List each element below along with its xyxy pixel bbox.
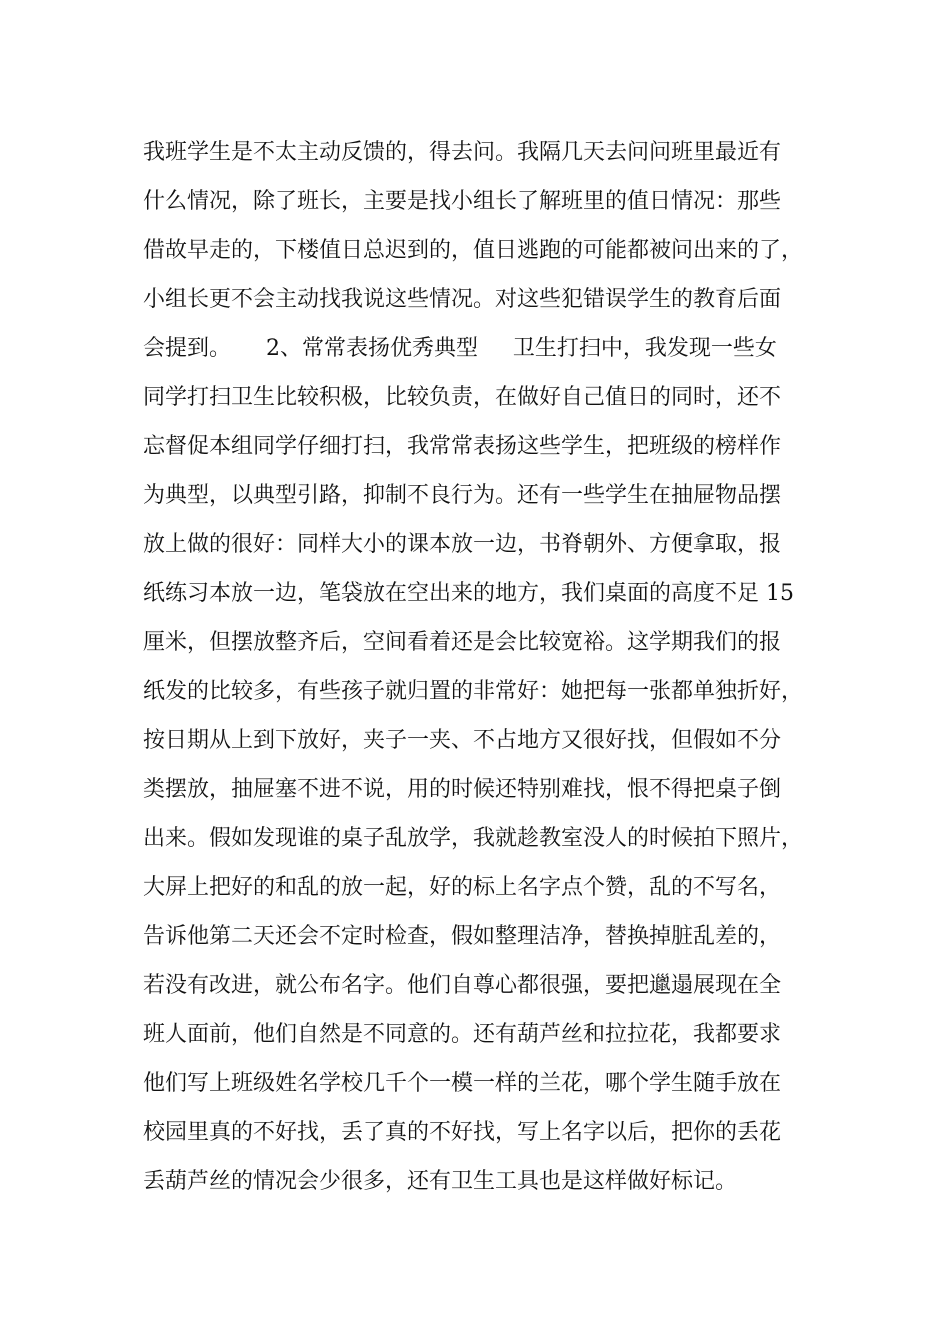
text-line: 借故早走的，下楼值日总迟到的，值日逃跑的可能都被问出来的了， xyxy=(143,238,804,263)
text-line: 我班学生是不太主动反馈的，得去问。我隔几天去问问班里最近有 xyxy=(143,140,782,165)
text-line: 出来。假如发现谁的桌子乱放学，我就趁教室没人的时候拍下照片， xyxy=(143,826,804,851)
text-line: 会提到。 2、常常表扬优秀典型 卫生打扫中，我发现一些女 xyxy=(143,336,777,361)
text-line: 为典型，以典型引路，抑制不良行为。还有一些学生在抽屉物品摆 xyxy=(143,483,782,508)
text-line: 放上做的很好：同样大小的课本放一边，书脊朝外、方便拿取，报 xyxy=(143,532,782,557)
text-line: 小组长更不会主动找我说这些情况。对这些犯错误学生的教育后面 xyxy=(143,287,782,312)
text-line: 校园里真的不好找，丢了真的不好找，写上名字以后，把你的丢花 xyxy=(143,1120,782,1145)
text-line: 什么情况，除了班长，主要是找小组长了解班里的值日情况：那些 xyxy=(143,189,782,214)
text-line: 按日期从上到下放好，夹子一夹、不占地方又很好找，但假如不分 xyxy=(143,728,782,753)
text-line: 丢葫芦丝的情况会少很多，还有卫生工具也是这样做好标记。 xyxy=(143,1169,738,1194)
text-line: 忘督促本组同学仔细打扫，我常常表扬这些学生，把班级的榜样作 xyxy=(143,434,782,459)
text-line: 纸练习本放一边，笔袋放在空出来的地方，我们桌面的高度不足 15 xyxy=(143,581,794,606)
text-line: 班人面前，他们自然是不同意的。还有葫芦丝和拉拉花，我都要求 xyxy=(143,1022,782,1047)
text-line: 同学打扫卫生比较积极，比较负责，在做好自己值日的同时，还不 xyxy=(143,385,782,410)
text-line: 告诉他第二天还会不定时检查，假如整理洁净，替换掉脏乱差的， xyxy=(143,924,782,949)
text-line: 大屏上把好的和乱的放一起，好的标上名字点个赞，乱的不写名， xyxy=(143,875,782,900)
text-line: 若没有改进，就公布名字。他们自尊心都很强，要把邋遢展现在全 xyxy=(143,973,782,998)
body-text xyxy=(143,128,823,1206)
text-line: 他们写上班级姓名学校几千个一模一样的兰花，哪个学生随手放在 xyxy=(143,1071,782,1096)
text-line: 厘米，但摆放整齐后，空间看着还是会比较宽裕。这学期我们的报 xyxy=(143,630,782,655)
text-line: 纸发的比较多，有些孩子就归置的非常好：她把每一张都单独折好， xyxy=(143,679,804,704)
text-line: 类摆放，抽屉塞不进不说，用的时候还特别难找，恨不得把桌子倒 xyxy=(143,777,782,802)
